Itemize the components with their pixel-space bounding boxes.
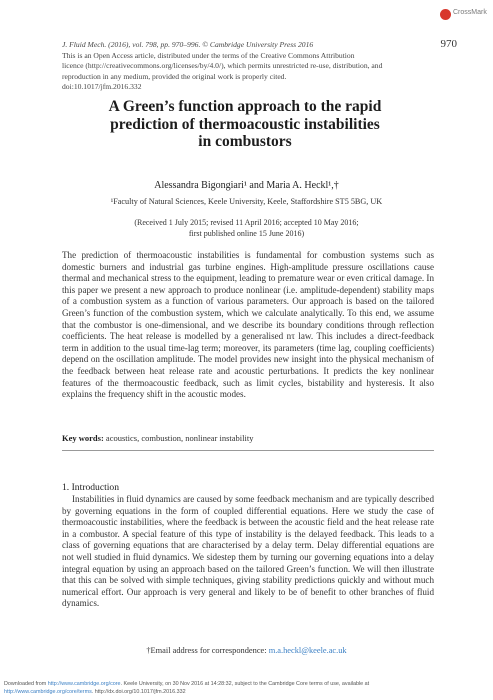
article-header: [62, 40, 432, 93]
title-line-1: A Green’s function approach to the rapid: [108, 98, 382, 115]
intro-paragraph: Instabilities in fluid dynamics are caused by some feedback mechanism and are typically described by governing equations in the form of coupled differential equations. Here we study the case of thermoacoustic instabilities, where the feedback is between the acoustic field and the heat release rate in a combustor. A special feature of this type of instability is the delayed feedback. This leads to a class of governing equations that are characterised by a delay term. Delay differential equations are not well studied in fluid dynamics. We sidestep them by turning our governing equations into a delay integral equation by using an approach based on the tailored Green’s function. We will then illustrate that this can be solved with simple techniques, giving stability predictions quickly and without much numerical effort. Our approach is very general and likely to be of benefit to other branches of fluid dynamics.: [62, 494, 434, 609]
footer-line-2: [4, 688, 490, 696]
download-footer: [4, 680, 490, 696]
license-line-1: This is an Open Access article, distributed under the terms of the Creative Commons Attribution: [62, 50, 355, 60]
received-dates: [0, 218, 493, 239]
keywords-value: acoustics, combustion, nonlinear instability: [105, 433, 254, 443]
footer-prefix: Downloaded from: [4, 681, 47, 687]
abstract: The prediction of thermoacoustic instabilities is fundamental for combustion systems such as domestic burners and industrial gas turbine engines. High-amplitude pressure oscillations cause thermal and mechanical stress to the equipment, leading to premature wear or even critical damage. In this paper we present a new approach to produce nonlinear (i.e. amplitude-dependent) stability maps of a combustion system as a function of various parameters. Our approach is based on the tailored Green’s function of the combustion system, which we calculate analytically. To this end, we assume that the combustor is one-dimensional, and we describe its boundary conditions through reflection coefficients. The heat release is modelled by a generalised nτ law. This includes a direct-feedback term in addition to the usual time-lag term; moreover, its parameters (time lag, coupling coefficients) depend on the oscillation amplitude. The model provides new insight into the physical mechanism of the feedback between heat release rate and acoustic perturbations. It predicts the key nonlinear features of the thermoacoustic feedback, such as limit cycles, bistability and hysteresis. It also explains the frequency shift in the acoustic modes.: [62, 250, 434, 400]
license-line-2: licence (http://creativecommons.org/licenses/by/4.0/), which permits unrestricted re-use, distribution, and: [62, 61, 383, 71]
crossmark-badge[interactable]: [440, 8, 486, 22]
correspondence-note: [0, 646, 493, 655]
footer-line-1: [4, 680, 490, 688]
title-line-3: in combustors: [198, 133, 292, 150]
author-list: Alessandra Bigongiari¹ and Maria A. Heckl¹,†: [154, 180, 339, 191]
correspondence-email[interactable]: m.a.heckl@keele.ac.uk: [268, 646, 347, 655]
paper-title: [60, 98, 430, 151]
title-line-2: prediction of thermoacoustic instabilities: [110, 115, 380, 133]
section-divider: [62, 450, 434, 451]
page-number: 970: [440, 38, 457, 50]
crossmark-label: CrossMark: [453, 9, 487, 16]
keywords: [62, 433, 434, 443]
introduction: [62, 494, 434, 610]
footer-line-2-rest: . http://dx.doi.org/10.1017/jfm.2016.332: [91, 689, 186, 695]
affiliation: ¹Faculty of Natural Sciences, Keele University, Keele, Staffordshire ST5 5BG, UK: [110, 197, 383, 206]
correspondence-prefix: †Email address for correspondence:: [146, 646, 267, 655]
footer-line-1-rest: . Keele University, on 30 Nov 2016 at 14:28:32, subject to the Cambridge Core terms of use, available at: [120, 681, 370, 687]
license-line-3: reproduction in any medium, provided the original work is properly cited.: [62, 71, 287, 81]
keywords-label: Key words:: [62, 433, 104, 443]
received-line-2: first published online 15 June 2016): [188, 228, 305, 238]
footer-terms-link[interactable]: http://www.cambridge.org/core/terms: [4, 689, 92, 695]
section-heading: 1. Introduction: [62, 482, 120, 493]
journal-citation: J. Fluid Mech. (2016), vol. 798, pp. 970–996. © Cambridge University Press 2016: [62, 40, 314, 49]
doi: doi:10.1017/jfm.2016.332: [62, 82, 142, 92]
footer-core-link[interactable]: http://www.cambridge.org/core: [47, 681, 121, 687]
crossmark-icon: [440, 9, 451, 20]
received-line-1: (Received 1 July 2015; revised 11 April 2016; accepted 10 May 2016;: [134, 218, 359, 227]
